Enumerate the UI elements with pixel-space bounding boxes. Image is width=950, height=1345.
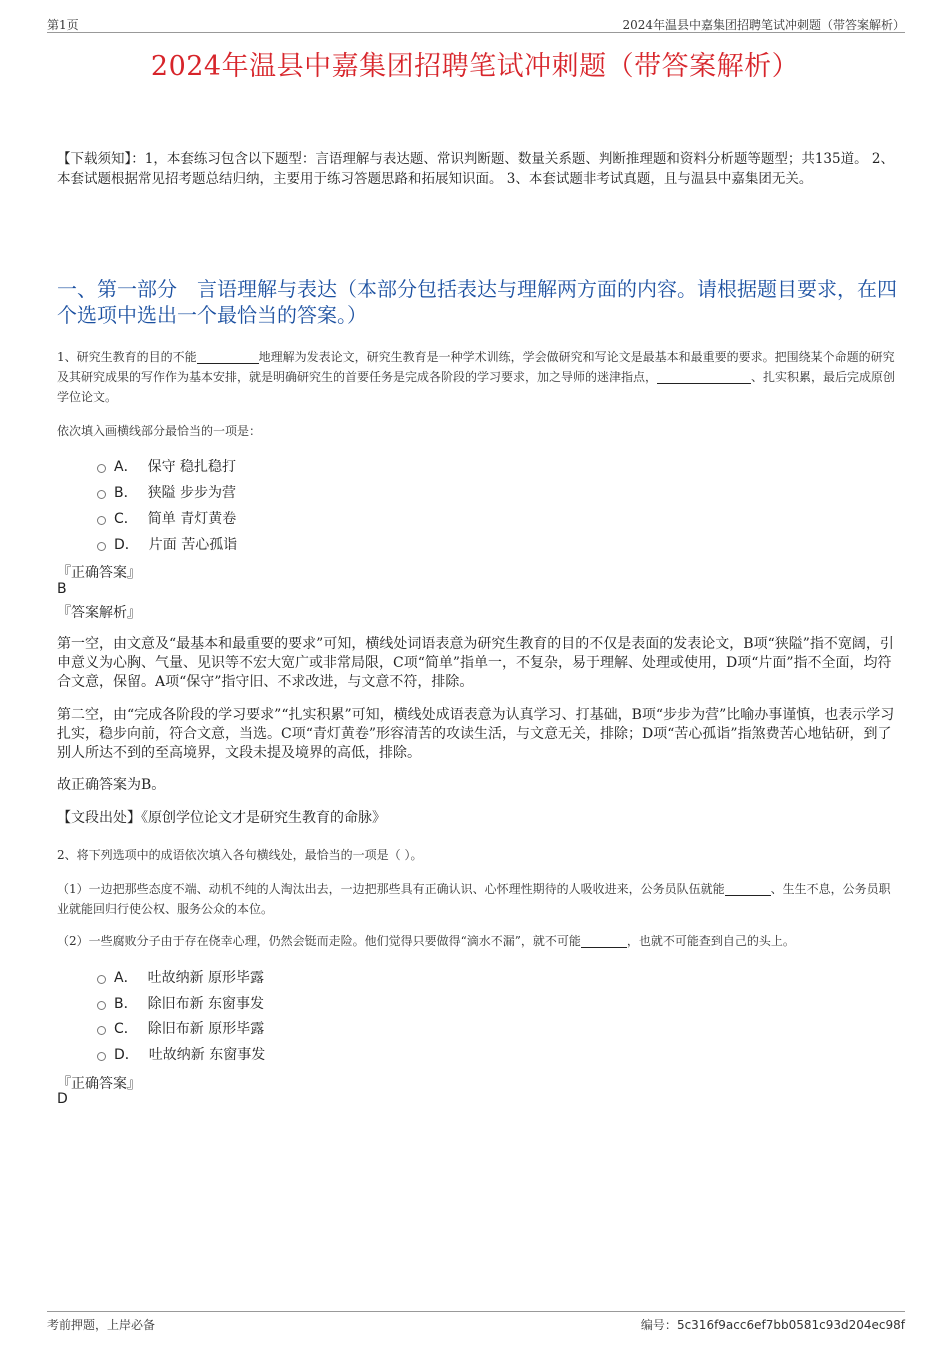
option-key: A．: [114, 459, 138, 475]
footer-code: [641, 1316, 905, 1333]
code-label: 编号：: [640, 1318, 677, 1332]
q1-option-c[interactable]: [97, 508, 236, 528]
question-1-prompt: 依次填入画横线部分最恰当的一项是：: [57, 424, 262, 438]
q1-option-a[interactable]: [97, 456, 236, 476]
q2-option-b[interactable]: [97, 993, 264, 1013]
q2-option-a[interactable]: [97, 967, 264, 987]
radio-icon[interactable]: [97, 490, 106, 499]
option-key: B．: [114, 996, 138, 1012]
question-1-stem: [57, 347, 899, 407]
q2-sentence-2: [57, 931, 899, 951]
page-title: 2024年温县中嘉集团招聘笔试冲刺题（带答案解析）: [150, 51, 800, 82]
q2-option-d[interactable]: [97, 1044, 265, 1064]
q2-sentence-part: （1）一边把那些态度不端、动机不纯的人淘汰出去，一边把那些具有正确认识、心怀理性期待的人吸收进来，公务员队伍就能: [57, 882, 725, 896]
page-header: [47, 14, 905, 33]
option-key: D．: [114, 537, 139, 553]
footer-slogan: 考前押题，上岸必备: [47, 1318, 156, 1332]
page-number: 第1页: [47, 18, 79, 32]
q1-analysis-conclusion: 故正确答案为B。: [57, 777, 166, 793]
q2-sentence-part: 、生生不息，公务员职业就能回归行使公权、服务公众的本位。: [57, 882, 891, 916]
q2-sentence-1: [57, 879, 899, 919]
option-key: C．: [114, 511, 138, 527]
q2-option-c[interactable]: [97, 1018, 264, 1038]
q2-blank-1: [725, 881, 771, 896]
radio-icon[interactable]: [97, 516, 106, 525]
q1-analysis-para-1: 第一空，由文意及“最基本和最重要的要求”可知，横线处词语表意为研究生教育的目的不仅是表面的发表论文，B项“狭隘”指不宽阔，引申意义为心胸、气量、见识等不宏大宽广或非常局限，C项“简单”指单一，不复杂，易于理解、处理或使用，D项“片面”指不全面，均符合文意，保留。A项“保守”指守旧、不求改进，与文意不符，排除。: [57, 636, 894, 690]
q2-blank-2: [581, 933, 627, 948]
q2-answer-label: 『正确答案』: [57, 1076, 141, 1092]
download-notice: 【下载须知】：1，本套练习包含以下题型：言语理解与表达题、常识判断题、数量关系题、判断推理题和资料分析题等题型；共135道。 2、本套试题根据常见招考题总结归纳，主要用于练习答题思路和拓展知识面。 3、本套试题非考试真题，且与温县中嘉集团无关。: [57, 151, 894, 187]
q1-blank-2: [657, 369, 751, 384]
code-value: 5c316f9acc6ef7bb0581c93d204ec98f: [676, 1318, 905, 1332]
q2-sentence-part: ，也就不可能查到自己的头上。: [626, 934, 795, 948]
q2-answer: D: [57, 1091, 68, 1107]
radio-icon[interactable]: [97, 1001, 106, 1010]
page-footer: [47, 1311, 905, 1334]
option-text: 除旧布新 原形毕露: [147, 1021, 265, 1037]
option-key: B．: [114, 485, 138, 501]
option-text: 除旧布新 东窗事发: [147, 996, 265, 1012]
option-text: 吐故纳新 原形毕露: [147, 970, 265, 986]
radio-icon[interactable]: [97, 1026, 106, 1035]
radio-icon[interactable]: [97, 464, 106, 473]
q1-stem-part: 、扎实积累，最后完成原创学位论文。: [57, 370, 896, 404]
radio-icon[interactable]: [97, 542, 106, 551]
q1-answer-label: 『正确答案』: [57, 565, 141, 581]
q1-source: 【文段出处】《原创学位论文才是研究生教育的命脉》: [57, 810, 386, 826]
q1-answer: B: [57, 581, 67, 597]
option-key: C．: [114, 1021, 138, 1037]
q1-blank-1: [197, 349, 259, 364]
section-heading: 一、第一部分 言语理解与表达（本部分包括表达与理解两方面的内容。请根据题目要求，在四个选项中选出一个最恰当的答案。）: [57, 277, 897, 327]
radio-icon[interactable]: [97, 1052, 106, 1061]
question-2-stem: 2、将下列选项中的成语依次填入各句横线处，最恰当的一项是（ ）。: [57, 848, 423, 862]
option-key: A．: [114, 970, 138, 986]
option-text: 片面 苦心孤诣: [148, 537, 238, 553]
header-doc-title: 2024年温县中嘉集团招聘笔试冲刺题（带答案解析）: [622, 18, 905, 32]
q1-analysis-para-2: 第二空，由“完成各阶段的学习要求”“扎实积累”可知，横线处成语表意为认真学习、打基础，B项“步步为营”比喻办事谨慎，也表示学习扎实，稳步向前，符合文意，当选。C项“青灯黄卷”形容清苦的攻读生活，与文意无关，排除；D项“苦心孤诣”指煞费苦心地钻研，到了别人所达不到的至高境界，文段未提及境界的高低，排除。: [57, 707, 895, 761]
radio-icon[interactable]: [97, 975, 106, 984]
option-text: 狭隘 步步为营: [147, 485, 237, 501]
q2-sentence-part: （2）一些腐败分子由于存在侥幸心理，仍然会铤而走险。他们觉得只要做得“滴水不漏”，就不可能: [57, 934, 581, 948]
q1-option-b[interactable]: [97, 482, 236, 502]
q1-analysis-label: 『答案解析』: [57, 605, 141, 621]
option-text: 保守 稳扎稳打: [147, 459, 237, 475]
q1-stem-part: 地理解为发表论文，研究生教育是一种学术训练，学会做研究和写论文是最基本和最重要的要求。把围绕某个命题的研究及其研究成果的写作作为基本安排，就是明确研究生的首要任务是完成各阶段的学习要求，加之导师的迷津指点，: [57, 350, 895, 384]
option-text: 简单 青灯黄卷: [147, 511, 237, 527]
option-text: 吐故纳新 东窗事发: [148, 1047, 266, 1063]
q1-option-d[interactable]: [97, 534, 237, 554]
option-key: D．: [114, 1047, 139, 1063]
q1-stem-part: 1、研究生教育的目的不能: [57, 350, 197, 364]
